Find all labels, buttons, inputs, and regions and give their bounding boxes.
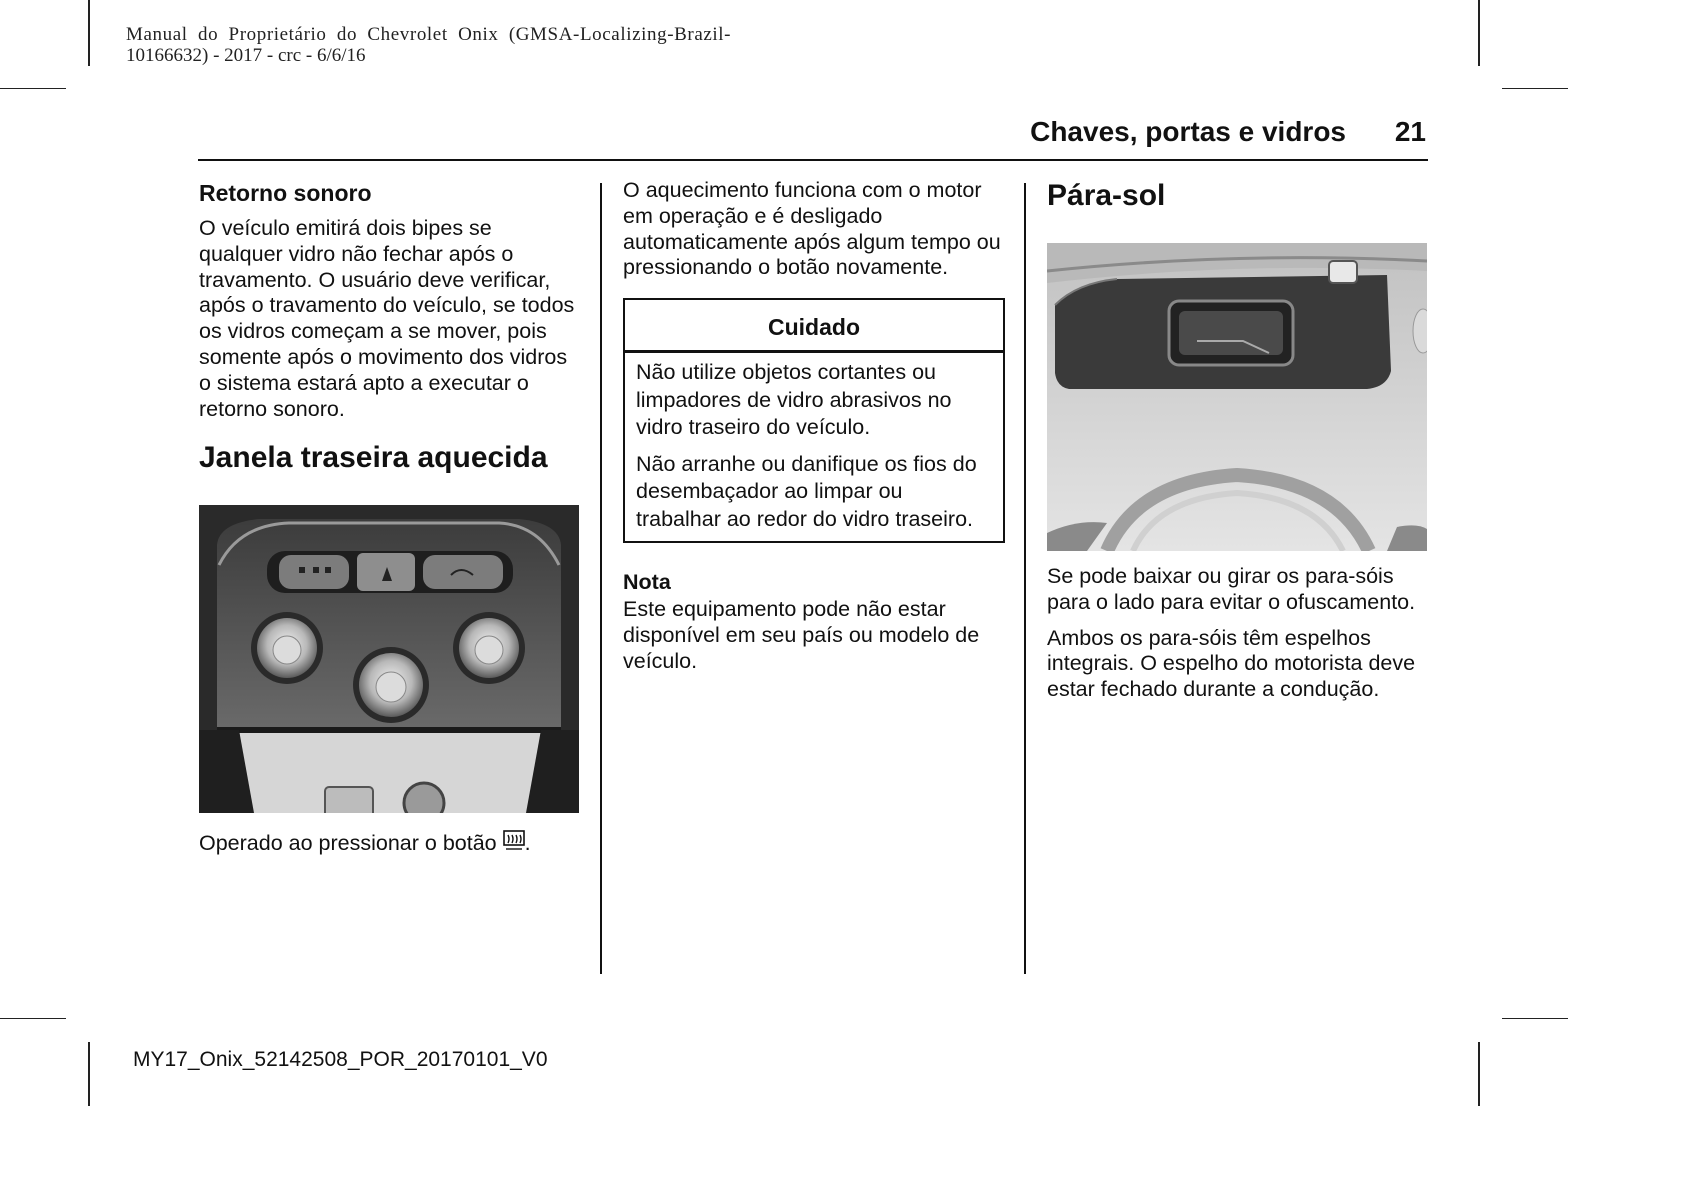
rear-defrost-icon [503, 830, 525, 852]
caution-paragraph-2: Não arranhe ou danifique os fios do desembaçador ao limpar ou trabalhar ao redor do vidro traseiro. [636, 451, 977, 531]
crop-mark [1502, 88, 1568, 89]
crop-mark [0, 88, 66, 89]
crop-mark [88, 0, 90, 66]
crop-mark [1478, 0, 1480, 66]
document-header [126, 24, 806, 66]
caution-title: Cuidado [625, 300, 1003, 353]
crop-mark [1502, 1018, 1568, 1019]
operado-period: . [524, 831, 531, 856]
column-1 [199, 178, 581, 857]
column-divider [600, 183, 602, 974]
crop-mark [1478, 1042, 1480, 1106]
header-rule [198, 159, 1428, 161]
column-3 [1047, 178, 1429, 703]
sun-visor-figure [1047, 243, 1427, 551]
caution-paragraph-1: Não utilize objetos cortantes ou limpadores de vidro abrasivos no vidro traseiro do veículo. [636, 360, 952, 440]
operado-text: Operado ao pressionar o botão [199, 831, 497, 856]
retorno-paragraph: O veículo emitirá dois bipes se qualquer vidro não fechar após o travamento. O usuário deve verificar, após o travamento do veículo, se todos os vidros começam a se mover, pois somente após o movimento dos vidros o sistema estará apto a executar o retorno sonoro. [199, 216, 575, 421]
nota-paragraph: Este equipamento pode não estar disponível em seu país ou modelo de veículo. [623, 597, 980, 673]
operado-paragraph [199, 830, 581, 857]
document-footer-code: MY17_Onix_52142508_POR_20170101_V0 [133, 1048, 548, 1071]
header-line-1: Manual do Proprietário do Chevrolet Onix (GMSA-Localizing-Brazil- [126, 24, 732, 45]
caution-body [625, 353, 1003, 541]
column-2 [623, 178, 1005, 675]
header-line-2: 10166632) - 2017 - crc - 6/6/16 [126, 45, 366, 66]
parasol-paragraph-2: Ambos os para-sóis têm espelhos integrais. O espelho do motorista deve estar fechado durante a condução. [1047, 625, 1416, 702]
climate-control-panel-figure [199, 505, 579, 813]
section-heading-parasol: Pára-sol [1047, 179, 1166, 212]
column-divider [1024, 183, 1026, 974]
page-number: 21 [1394, 116, 1426, 147]
crop-mark [0, 1018, 66, 1019]
section-heading-janela: Janela traseira aquecida [199, 441, 548, 475]
chapter-title: Chaves, portas e vidros [1030, 116, 1346, 147]
caution-box [623, 298, 1005, 543]
section-heading-retorno: Retorno sonoro [199, 180, 372, 206]
crop-mark [88, 1042, 90, 1106]
aquecimento-paragraph: O aquecimento funciona com o motor em operação e é desligado automaticamente após algum tempo ou pressionando o botão novamente. [623, 178, 1001, 280]
nota-heading: Nota [623, 570, 671, 595]
parasol-paragraph-1: Se pode baixar ou girar os para-sóis para o lado para evitar o ofuscamento. [1047, 564, 1416, 614]
